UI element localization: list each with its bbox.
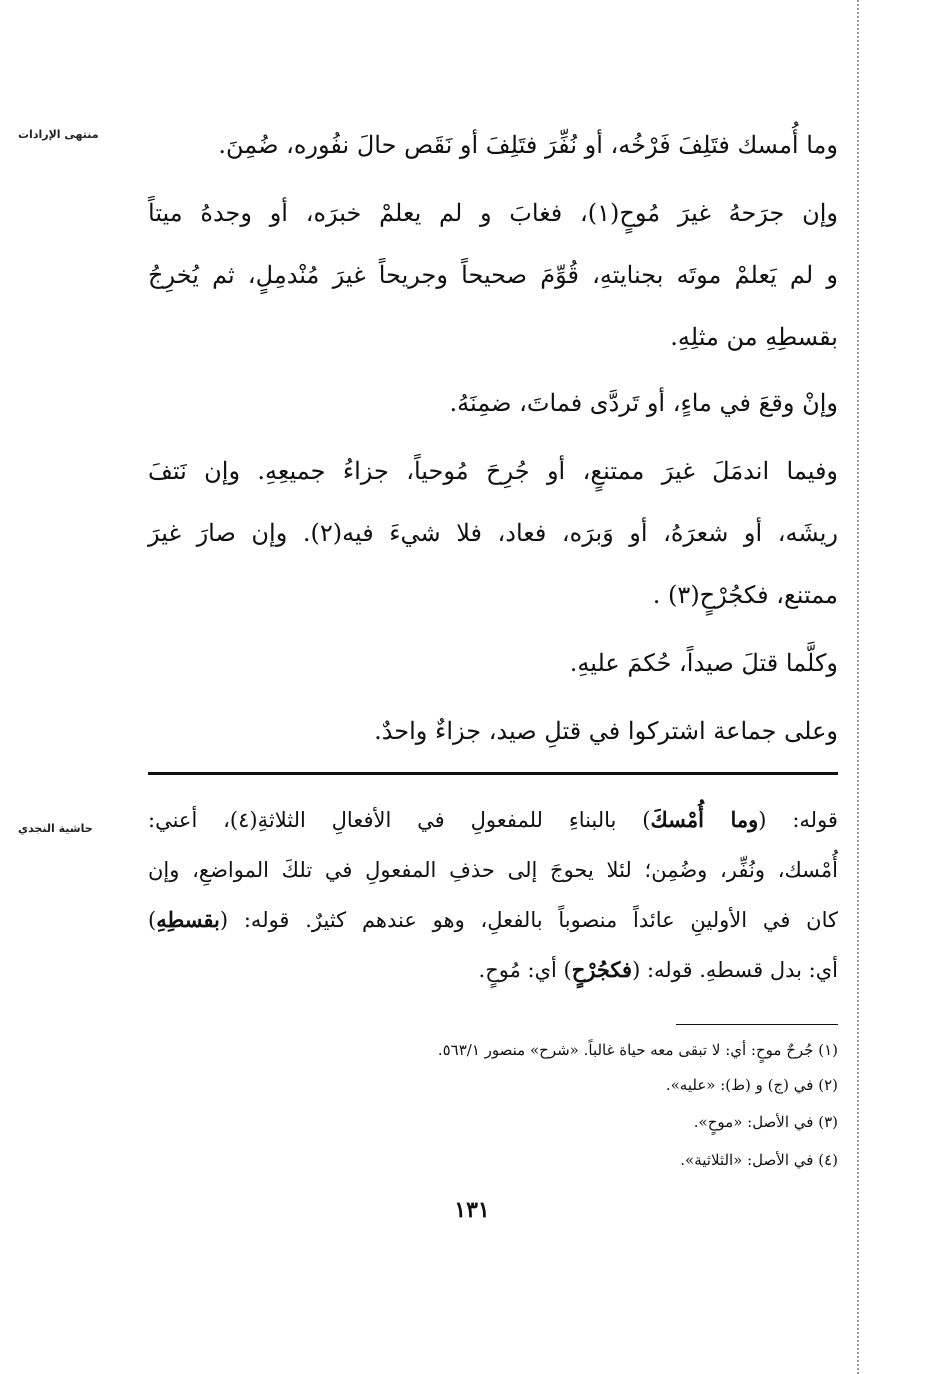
- commentary-line: [148, 906, 838, 934]
- footnote: (٤) في الأصل: «الثلاثية».: [680, 1151, 838, 1169]
- main-line: وعلى جماعة اشتركوا في قتلِ صيد، جزاءٌ واحدٌ.: [374, 717, 838, 745]
- main-line: ريشَه، أو شعرَهُ، أو وَبرَه، فعاد، فلا شيءَ فيه(٢). وإن صارَ غيرَ: [148, 519, 839, 547]
- commentary-line: أُمْسك، ونُفِّر، وضُمِن؛ لئلا يحوجَ إلى حذفِ المفعولِ في تلكَ المواضعِ، وإن: [148, 858, 838, 882]
- commentary-text: ): [148, 908, 157, 932]
- commentary-keyword: بقسطِهِ: [156, 907, 220, 932]
- commentary-keyword: وما أُمْسكَ: [650, 807, 759, 832]
- footnote: (٣) في الأصل: «موحٍ».: [693, 1113, 838, 1131]
- commentary-text: قوله: (: [758, 808, 838, 832]
- margin-dotted-rule: [857, 0, 859, 1374]
- main-line: بقسطِهِ من مثلِهِ.: [670, 323, 838, 351]
- commentary-line: [148, 806, 838, 834]
- main-line: وإنْ وقعَ في ماءٍ، أو تَردَّى فماتَ، ضمِنَهُ.: [449, 389, 838, 417]
- commentary-keyword: فكجُرْحٍ: [571, 957, 633, 982]
- main-line: ممتنع، فكجُرْحٍ(٣) .: [652, 581, 838, 609]
- commentary-text: كان في الأولينِ عائداً منصوباً بالفعلِ، وهو عندهم كثيرٌ. قوله: (: [219, 908, 838, 932]
- footnote: (١) جُرحٌ موحٍ: أي: لا تبقى معه حياة غالباً. «شرح» منصور ٥٦٣/١.: [437, 1041, 838, 1059]
- main-line: وفيما اندمَلَ غيرَ ممتنعٍ، أو جُرِحَ مُوحياً، جزاءُ جميعِهِ. وإن نَتفَ: [148, 457, 839, 485]
- side-label-commentary: حاشية النجدي: [18, 822, 93, 835]
- side-label-main: منتهى الإرادات: [18, 128, 99, 141]
- commentary-text: ) بالبناءِ للمفعولِ في الأفعالِ الثلاثةِ(٤)، أعني:: [148, 808, 651, 832]
- main-commentary-separator: [148, 772, 838, 775]
- main-line: وكلَّما قتلَ صيداً، حُكمَ عليهِ.: [569, 649, 838, 677]
- main-line: وما أُمسك فتَلِفَ فَرْخُه، أو نُفِّرَ فتَلِفَ أو نَقَص حالَ نفُوره، ضُمِنَ.: [218, 131, 838, 159]
- footnote: (٢) في (ج) و (ط): «عليه».: [665, 1076, 838, 1094]
- footnote-separator: [676, 1024, 838, 1025]
- page-number: ١٣١: [454, 1197, 490, 1223]
- commentary-text: أي: بدل قسطهِ. قوله: (: [632, 958, 838, 982]
- main-line: وإن جرَحهُ غيرَ مُوحٍ(١)، فغابَ و لم يعلمْ خبرَه، أو وجدهُ ميتاً: [148, 199, 838, 227]
- commentary-text: ) أي: مُوحٍ.: [478, 958, 572, 982]
- main-line: و لم يَعلمْ موتَه بجنايتهِ، قُوِّمَ صحيحاً وجريحاً غيرَ مُنْدمِلٍ، ثم يُخرِجُ: [148, 261, 838, 289]
- commentary-line: [479, 956, 838, 984]
